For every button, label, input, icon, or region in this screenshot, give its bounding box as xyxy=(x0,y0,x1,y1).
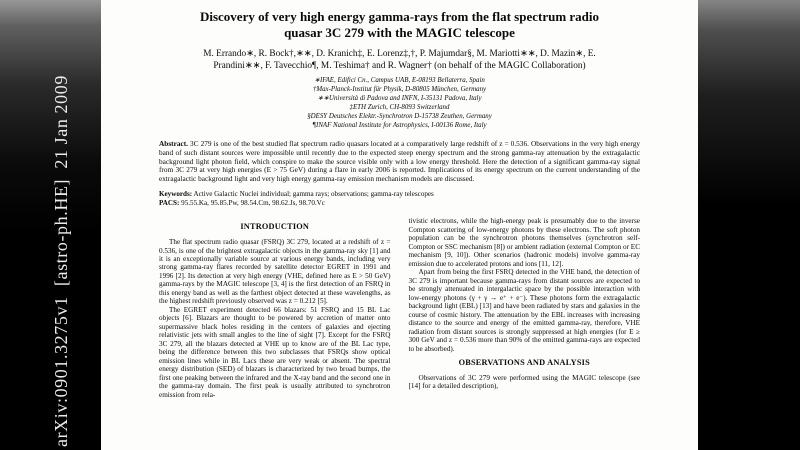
keywords-line xyxy=(159,190,640,199)
pacs-text: 95.55.Ka, 95.85.Pw, 98.54.Cm, 98.62.Js, 98.70.Vc xyxy=(181,199,325,208)
affiliation-line: §DESY Deutsches Elektr.-Synchrotron D-15738 Zeuthen, Germany xyxy=(307,113,492,121)
affiliation-line: ∗IFAE, Edifici Cn., Campus UAB, E-08193 Bellaterra, Spain xyxy=(314,77,485,85)
left-column xyxy=(159,217,391,399)
affiliation-line: ¶INAF National Institute for Astrophysics, I-00136 Rome, Italy xyxy=(312,122,487,130)
abstract-label: Abstract. xyxy=(159,139,188,149)
paper-title: Discovery of very high energy gamma-rays from the flat spectrum radio quasar 3C 279 with the MAGIC telescope xyxy=(199,9,600,40)
affiliation-line: ‡ETH Zurich, CH-8093 Switzerland xyxy=(349,104,450,112)
keywords-label: Keywords: xyxy=(159,189,193,198)
metadata-block xyxy=(159,190,640,208)
section-heading-introduction: INTRODUCTION xyxy=(240,222,310,232)
right-column xyxy=(409,217,641,399)
letterbox-right xyxy=(698,0,800,450)
arxiv-watermark: arXiv:0901.3275v1 [astro-ph.HE] 21 Jan 2009 xyxy=(51,75,71,447)
letterbox-left xyxy=(0,0,101,450)
authors-line: M. Errando∗, R. Bock†,∗∗, D. Kranich‡, E. Lorenz‡,†, P. Majumdar§, M. Mariotti∗∗, D. Mazin∗, E. Prandini∗∗, F. Tavecchio¶, M. Teshima† and R. Wagner† (on behalf of the MAGIC Collaboration) xyxy=(203,48,596,71)
observations-paragraph-1: Observations of 3C 279 were performed using the MAGIC telescope (see [14] for a detailed description), xyxy=(408,373,640,391)
intro-paragraph-3: tivistic electrons, while the high-energy peak is presumably due to the inverse Compton scattering of low-energy photons by these electrons. The soft photon population can be the synchrotron photons themselves (synchrotron self-Compton or SSC mechanism [8]) or ambient radiation (external Compton or EC mechanism [9, 10]). Other scenarios (hadronic models) involve gamma-ray emission due to accelerated protons and ions [11, 12]. xyxy=(408,217,640,268)
intro-paragraph-2: The EGRET experiment detected 66 blazars: 51 FSRQ and 15 BL Lac objects [6]. Blazars are thought to be powered by accretion of matter onto supermassive black holes residing in the centers of galaxies and ejecting relativistic jets with small angles to the line of sight [7]. Except for the FSRQ 3C 279, all the blazars detected at VHE up to know are of the BL Lac type, being the difference between this two subclasses that FSRQs show optical emission lines while in BL Lacs these are very weak or absent. The spectral energy distribution (SED) of blazars is characterized by two broad bumps, the first one peaking between the infrared and the X-ray band and the second one in the gamma-ray domain. The first peak is usually attributed to synchrotron emission from rela- xyxy=(159,305,391,399)
affiliations-block xyxy=(159,77,640,131)
abstract xyxy=(159,140,640,184)
section-heading-observations: OBSERVATIONS AND ANALYSIS xyxy=(458,358,590,367)
keywords-text: Active Galactic Nuclei individual; gamma rays; observations; gamma-ray telescopes xyxy=(193,189,434,198)
pacs-line xyxy=(159,199,640,208)
pacs-label: PACS: xyxy=(159,199,180,208)
affiliation-line: ∗∗Università di Padova and INFN, I-35131 Padova, Italy xyxy=(317,95,482,103)
two-column-body xyxy=(159,217,640,399)
abstract-text: 3C 279 is one of the best studied flat spectrum radio quasars located at a comparatively large redshift of z = 0.536. Observations in the very high energy band of such distant sources were impossible until recently due to the expected steep energy spectrum and the strong gamma-ray attenuation by the extragalactic background light photon field, which conspire to make the source visible only with a low energy threshold. Here the detection of a significant gamma-ray signal from 3C 279 at very high energies (E > 75 GeV) during a flare in early 2006 is reported. Implications of its energy spectrum on the current understanding of the extragalactic background light and very high energy gamma-ray emission mechanism models are discussed. xyxy=(159,139,640,184)
intro-paragraph-1: The flat spectrum radio quasar (FSRQ) 3C 279, located at a redshift of z = 0.536, is one of the brightest extragalactic objects in the gamma-ray sky [1] and it is an exceptionally variable source at various energy bands, including very strong gamma-ray flares recorded by satellite detector EGRET in 1991 and 1996 [2]. Its detection at very high energy (VHE, defined here as E > 50 GeV) gamma-rays by the MAGIC telescope [3, 4] is the first detection of an FSRQ in this energy band as well as the farthest object detected at these wavelengths, as the highest redshift previously observed was z = 0.212 [5]. xyxy=(159,238,391,306)
affiliation-line: †Max-Planck-Institut für Physik, D-80805 München, Germany xyxy=(312,86,487,94)
paper-page xyxy=(101,0,698,450)
intro-paragraph-4: Apart from being the first FSRQ detected in the VHE band, the detection of 3C 279 is important because gamma-rays from distant sources are expected to be strongly attenuated in intergalactic space by the possible interaction with low-energy photons (γ + γ → e⁺ + e⁻). These photons form the extragalactic background light (EBL) [13] and have been radiated by stars and galaxies in the course of cosmic history. The attenuation by the EBL increases with increasing distance to the source and energy of the emitted gamma-ray, therefore, VHE radiation from distant sources is strongly suppressed at high energies (for E ≥ 300 GeV and z = 0.536 more than 90% of the emitted gamma-rays are expected to be absorbed). xyxy=(408,268,640,353)
